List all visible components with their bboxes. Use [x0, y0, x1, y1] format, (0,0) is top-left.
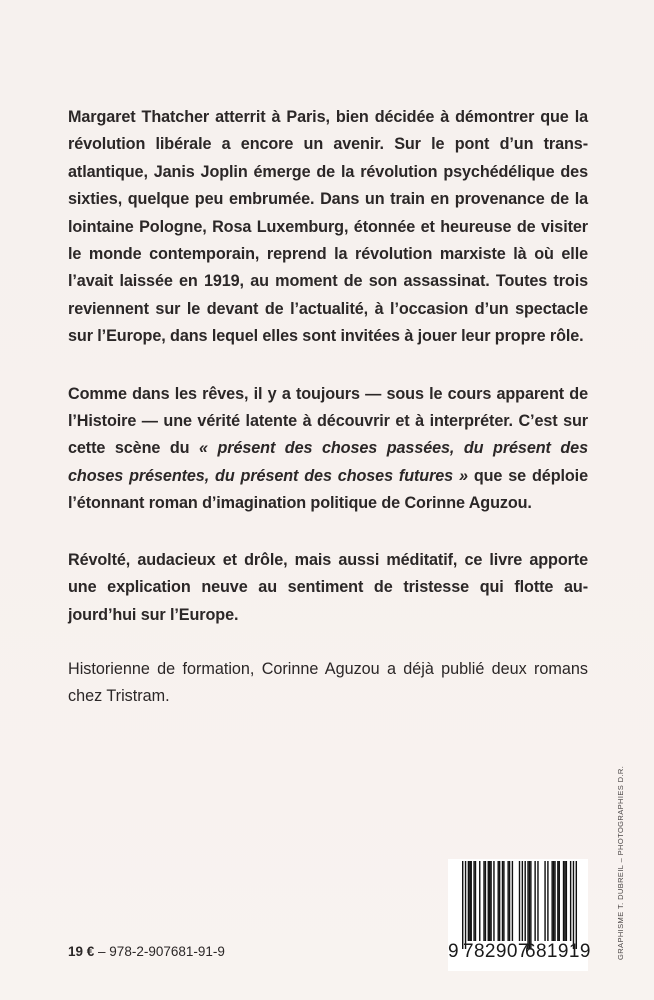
barcode-bar — [529, 861, 530, 949]
synopsis-line: visiter le monde contemporain, reprend la révolution marxiste là — [68, 217, 588, 264]
barcode-bar — [469, 861, 470, 941]
barcode-bar — [473, 861, 474, 941]
barcode-bar — [462, 861, 463, 949]
barcode-left-group: 782907 — [463, 941, 529, 962]
theme-line: Comme dans les rêves, il y a toujours — sous le cours apparent — [68, 384, 565, 403]
price-label: 19 € — [68, 944, 95, 959]
theme-line: l’étonnant roman d’imagination politique de Corinne Aguzou. — [68, 494, 532, 513]
synopsis-line: Toutes trois reviennent sur le devant de l’actualité, à l’occasion — [68, 272, 588, 318]
graphic-design-credit: GRAPHISME T. DUBREIL – PHOTOGRAPHIES D.R. — [616, 765, 625, 960]
barcode-bar — [512, 861, 513, 941]
barcode-bar — [559, 861, 560, 941]
synopsis-line: atlantique, Janis Joplin émerge de la révolution psychédélique — [68, 162, 555, 181]
barcode-digits — [448, 941, 591, 969]
synopsis-paragraph — [68, 104, 588, 351]
back-cover-text — [68, 104, 588, 711]
barcode-bar — [544, 861, 545, 941]
barcode-bar — [537, 861, 538, 941]
barcode-bar — [490, 861, 491, 941]
barcode-bar — [547, 861, 548, 941]
synopsis-line: la révolution libérale a encore un avenir. Sur le pont d’un trans- — [68, 108, 588, 154]
barcode-bar — [553, 861, 554, 941]
barcode-bar — [475, 861, 476, 941]
barcode-bar — [468, 861, 469, 941]
barcode-bar — [570, 861, 571, 941]
synopsis-line: des sixties, quelque peu embrumée. Dans un train en provenance — [68, 162, 588, 209]
barcode-bar — [573, 861, 574, 949]
barcode-bar — [563, 861, 564, 941]
theme-line: de l’Histoire — une vérité latente à découvrir et à interpréter. C’est — [68, 384, 588, 431]
synopsis-line: de la lointaine Pologne, Rosa Luxemburg, étonnée et heureuse de — [68, 190, 588, 236]
author-bio: Historienne de formation, Corinne Aguzou a déjà publié deux romans chez Tristram. — [68, 659, 588, 706]
barcode-bar — [576, 861, 577, 949]
barcode-bar — [499, 861, 500, 941]
barcode-bar — [485, 861, 486, 941]
barcode — [448, 859, 591, 971]
barcode-bar — [524, 861, 525, 941]
barcode-bar — [519, 861, 520, 941]
price-isbn-line — [68, 944, 225, 959]
synopsis-line: d’un spectacle sur l’Europe, dans lequel elles sont invitées à jouer — [68, 299, 588, 346]
barcode-bar — [566, 861, 567, 941]
isbn-label: 978-2-907681-91-9 — [109, 944, 225, 959]
barcode-bar — [509, 861, 510, 941]
review-paragraph: Révolté, audacieux et drôle, mais aussi méditatif, ce livre apporte une explication neuve au sentiment de tristesse qui flotte au-jourd’hui sur l’Europe. — [68, 550, 588, 624]
barcode-bar — [554, 861, 555, 941]
barcode-bar — [557, 861, 558, 941]
price-separator: – — [94, 944, 110, 959]
barcode-bar — [489, 861, 490, 941]
barcode-bar — [498, 861, 499, 941]
theme-follow: que se déploie — [467, 466, 588, 485]
barcode-bar — [471, 861, 472, 941]
augustine-quote: « présent des choses passées, du présent des choses présentes, du présent des choses futures » — [68, 439, 588, 485]
barcode-bar — [479, 861, 480, 941]
barcode-bar — [564, 861, 565, 941]
theme-lead-in: sur cette scène du — [68, 412, 588, 458]
barcode-bar — [530, 861, 531, 949]
barcode-bar — [502, 861, 503, 941]
barcode-bar — [534, 861, 535, 941]
barcode-bar — [465, 861, 466, 949]
barcode-bar — [527, 861, 528, 949]
barcode-bar — [483, 861, 484, 941]
barcode-right-group: 681919 — [525, 941, 591, 962]
synopsis-line: leur propre rôle. — [461, 327, 584, 346]
synopsis-line: Margaret Thatcher atterrit à Paris, bien décidée à démontrer que — [68, 108, 569, 126]
barcode-bar — [488, 861, 489, 941]
theme-paragraph — [68, 381, 588, 518]
barcode-bar — [522, 861, 523, 941]
barcode-bar — [493, 861, 494, 941]
barcode-first-digit: 9 — [448, 941, 459, 962]
barcode-bar — [503, 861, 504, 941]
barcode-bar — [551, 861, 552, 941]
barcode-bar — [507, 861, 508, 941]
synopsis-line: où elle l’avait laissée en 1919, au moment de son assassinat. — [68, 245, 588, 291]
